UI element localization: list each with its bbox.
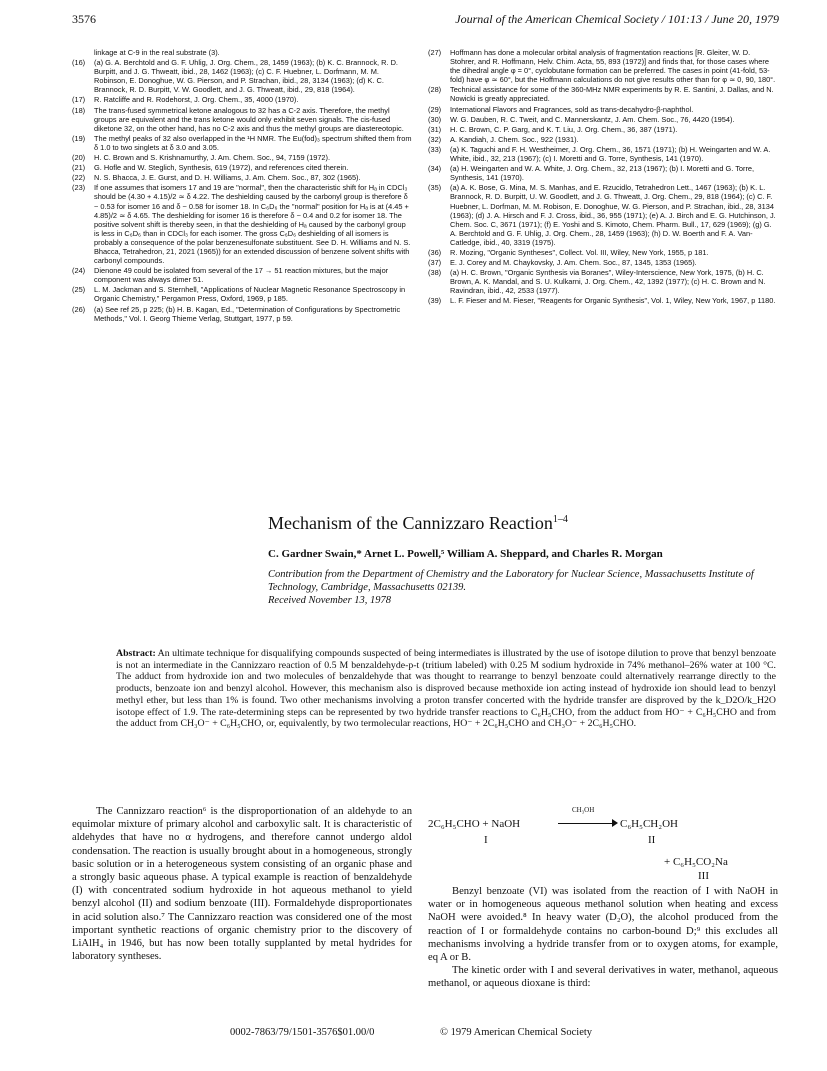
footnote-number: (21): [72, 163, 86, 173]
footnote-text: The trans-fused symmetrical ketone analogous to 32 has a C-2 axis. Therefore, the methyl groups are equivalent and the trans ketone would only exhibit seven signals. The cis-fused diketone 32, on the other hand, has no C-2 axis and thus the methyl groups are diastereotopic.: [94, 105, 404, 133]
footnote-number: (27): [428, 48, 442, 57]
reaction-arrowhead: [612, 819, 618, 827]
footnote-text: H. C. Brown and S. Krishnamurthy, J. Am. Chem. Soc., 94, 7159 (1972).: [94, 153, 331, 163]
abstract-label: Abstract:: [116, 648, 156, 659]
footnote: [72, 266, 412, 284]
footnote: [428, 145, 778, 163]
footnote: [72, 58, 412, 94]
footnote-text: E. J. Corey and M. Chaykovsky, J. Am. Chem. Soc., 87, 1345, 1353 (1965).: [450, 258, 697, 268]
abstract: [116, 648, 776, 730]
reaction-equation: [428, 806, 778, 892]
footnote-text: If one assumes that isomers 17 and 19 are "normal", then the characteristic shift for Hₐ in CDCl₃ should be (4.30 + 4.15)/2 ≃ δ 4.22. The deshielding caused by the carbonyl group is therefore δ ~ 0.53 for isomer 16 and δ ~ 0.58 for isomer 18. In C₆D₆ the "normal" position for Hₐ is at (4.45 + 4.85)/2 ≃ δ 4.65. The deshielding for isomer 16 is therefore δ ~ 0.4 and 0.2 for isomer 18. The positive solvent shift is thereby seen, in that the deshielding of Hₐ caused by the carbonyl group is less in C₆D₆ than in CDCl₃ for each isomer. The gross C₆D₆ deshielding of all isomers is probably a consequence of the polar benzenesulfonate substituent. See D. H. Williams and N. S. Bhacca, Tetrahedron, 21, 2021 (1965)) for an extended discussion of benzene solvent shifts with carbonyl compounds.: [94, 183, 411, 266]
footnote: [72, 183, 412, 265]
eq-product1: C₆H₅CH₂OH: [620, 818, 678, 830]
footnote-text: L. M. Jackman and S. Sternhell, "Applications of Nuclear Magnetic Resonance Spectroscopy in Organic Chemistry," Pergamon Press, Oxford, 1969, p 185.: [94, 285, 406, 304]
footnote-text: linkage at C-9 in the real substrate (3).: [94, 48, 220, 57]
footnote-text: (a) G. A. Berchtold and G. F. Uhlig, J. Org. Chem., 28, 1459 (1963); (b) K. C. Brannock, R. D. Burpitt, and J. G. Thweatt, ibid., 28, 1462 (1963); (c) C. F. Huebner, L. Dorfmann, M. M. Robinson, E. Donoghue, W. G. Pierson, and P. Strachan, ibid., 28, 3134 (1963); (d) K. C. Brannock, R. D. Burpitt, V. W. Goodlett, and J. G. Thweatt, ibid., 29, 818 (1964).: [94, 58, 398, 95]
footnote: [72, 153, 412, 162]
footnote-number: (29): [428, 104, 442, 114]
footnote-text: W. G. Dauben, R. C. Tweit, and C. Mannerskantz, J. Am. Chem. Soc., 76, 4420 (1954).: [450, 114, 735, 124]
footnote-text: Hoffmann has done a molecular orbital analysis of fragmentation reactions [R. Gleiter, W. D. Stohrer, and R. Hoffmann, Helv. Chim. Acta, 55, 893 (1972)] and finds that, for those cases where the dihedral angle φ = 0°, cyclobutane formation can be preferred. The cases in point (41-fold, 53-fold) have φ ≃ 60°, but the Hoffmann calculations do not give results other than for φ ≃ 0, 90, 180°.: [450, 48, 776, 85]
footnote-number: (24): [72, 266, 86, 276]
footnote-number: (23): [72, 183, 86, 193]
footnote-number: (34): [428, 164, 442, 174]
footnote-number: (20): [72, 153, 86, 163]
footnote: [428, 268, 778, 295]
authors: C. Gardner Swain,* Arnet L. Powell,⁵ William A. Sheppard, and Charles R. Morgan: [268, 548, 663, 560]
footnote: [428, 85, 778, 103]
footer-copyright: © 1979 American Chemical Society: [440, 1027, 593, 1038]
footnote-text: A. Kandiah, J. Chem. Soc., 922 (1931).: [450, 134, 579, 144]
footnote-text: (a) H. Weingarten and W. A. White, J. Org. Chem., 32, 213 (1967); (b) I. Moretti and G. Torre, Synthesis, 141 (1970).: [450, 164, 755, 183]
footnote-number: (19): [72, 133, 86, 143]
abstract-text: An ultimate technique for disqualifying compounds suspected of being intermediates is illustrated by the use of isotope dilution to prove that benzyl benzoate is not an intermediate in the Cannizzaro reaction of 0.5 M benzaldehyde-p-t (tritium labeled) with 0.25 M sodium hydroxide in 74% methanol–26% water at 100 °C. The adduct from hydroxide ion and two molecules of benzaldehyde that was thought to rearrange to benzyl benzoate could alternatively rearrange directly to the products, benzoate ion and benzyl alcohol. However, this mechanism also is disproved because methoxide ion acting instead of hydroxide ion should lead to benzyl methyl ether, but less than 1% is found. Two other mechanisms involving a proton transfer concerted with the hydride transfer are disproved by the k_D2O/k_H2O isotope effect of 1.9. The rate-determining steps can be represented by two hydride transfer reactions to C₆H₅CHO, from the adduct from HO⁻ + C₆H₅CHO and from the adduct from CH₃O⁻ + C₆H₅CHO, or, equivalently, by two termolecular reactions, HO⁻ + 2C₆H₅CHO and CH₃O⁻ + 2C₆H₅CHO.: [116, 648, 776, 730]
footnote: [428, 296, 778, 305]
received-date: Received November 13, 1978: [268, 595, 392, 606]
footnote-text: (a) A. K. Bose, G. Mina, M. S. Manhas, and E. Rzucidlo, Tetrahedron Lett., 1467 (1963); (b) K. L. Brannock, R. D. Burpitt, U. W. Goodlett, and J. G. Thweatt, J. Org. Chem., 29, 818 (1964); (c) C. F. Huebner, L. Dorfman, M. M. Robison, E. Donoghue, W. G. Pierson, and P. Strachan, ibid., 28, 3134 (1963); (d) J. A. Hirsch and F. J. Cross, ibid., 36, 955 (1971); (e) A. J. Birch and E. G. Hutchinson, J. Chem. Soc. C, 3671 (1971); (f) E. Yoshi and S. Kimoto, Chem. Pharm. Bull., 17, 629 (1969); (g) G. A. Berchtold and G. F. Uhlig, J. Org. Chem., 28, 1459 (1963); (h) D. W. Boerth and F. A. Van-Catledge, ibid., 40, 3319 (1975).: [450, 183, 776, 247]
paragraph: The Cannizzaro reaction⁶ is the disproportionation of an aldehyde to an equimolar mixture of primary alcohol and carboxylic salt. It is characteristic of aldehydes that have no α hydrogens, and therefore cannot undergo aldol condensation. The reaction is usually brought about in a homogeneous, strongly basic solution or in a heterogeneous system consisting of an organic phase and a strongly basic aqueous phase. A typical example is reaction of benzaldehyde (I) with concentrated sodium hydroxide in hot aqueous methanol to yield benzyl alcohol (II) and sodium benzoate (III). Formaldehyde disproportionates in acid solution also.⁷ The Cannizzaro reaction was considered one of the most important synthetic reactions of organic chemistry prior to the discovery of LiAlH₄ in 1946, but has now been totally supplanted by metal hydrides for laboratory syntheses.: [72, 806, 412, 963]
title-text: Mechanism of the Cannizzaro Reaction: [268, 513, 553, 533]
body-right-column: [428, 885, 778, 991]
article-title: [268, 513, 568, 534]
eq-reactants: 2C₆H₅CHO + NaOH: [428, 818, 521, 830]
footnote-number: (17): [72, 95, 86, 105]
footnote-text: H. C. Brown, C. P. Garg, and K. T. Liu, J. Org. Chem., 36, 387 (1971).: [450, 124, 678, 134]
footer-code: 0002-7863/79/1501-3576$01.00/0: [230, 1027, 375, 1038]
affiliation: Contribution from the Department of Chemistry and the Laboratory for Nuclear Science, Massachusetts Institute of Technology, Cambridge, Massachusetts 02139.: [268, 569, 754, 593]
footnote-text: Dienone 49 could be isolated from several of the 17 → 51 reaction mixtures, but the major component was always dimer 51.: [94, 266, 389, 285]
eq-catalyst: CH₃OH: [572, 806, 595, 814]
eq-label-ii: II: [648, 834, 656, 846]
footnote-text: Technical assistance for some of the 360-MHz NMR experiments by R. E. Santini, J. Dallas, and N. Nowicki is greatly appreciated.: [450, 85, 774, 104]
footnote: [428, 164, 778, 182]
footnote: [72, 134, 412, 152]
footnote-number: (16): [72, 58, 86, 68]
footnote-text: (a) See ref 25, p 225; (b) H. B. Kagan, Ed., "Determination of Configurations by Spectrometric Methods," Vol. I. Georg Thieme Verlag, Stuttgart, 1977, p 59.: [94, 304, 401, 323]
footnote: [428, 248, 778, 257]
footnote-number: (26): [72, 304, 86, 314]
footnote-text: The methyl peaks of 32 also overlapped in the ¹H NMR. The Eu(fod)₃ spectrum shifted them from δ 1.0 to two singlets at δ 3.0 and 3.05.: [94, 133, 412, 152]
eq-product2: + C₆H₅CO₂Na: [664, 856, 728, 868]
footnote: [428, 115, 778, 124]
footnote: [72, 106, 412, 133]
footnote-number: (37): [428, 258, 442, 268]
footnote-number: (18): [72, 105, 86, 115]
footnote: [72, 95, 412, 104]
page-number: 3576: [72, 12, 96, 26]
footnote-number: (33): [428, 144, 442, 154]
footnote-number: (22): [72, 173, 86, 183]
footnote-text: G. Hofle and W. Steglich, Synthesis, 619 (1972), and references cited therein.: [94, 163, 349, 173]
footnote: [428, 125, 778, 134]
footnote-text: R. Mozing, "Organic Syntheses", Collect. Vol. III, Wiley, New York, 1955, p 181.: [450, 247, 709, 257]
reaction-arrow: [558, 823, 616, 824]
footnote: [72, 163, 412, 172]
footnote-number: (28): [428, 85, 442, 95]
footnote-number: (30): [428, 114, 442, 124]
footnotes-right: [428, 48, 778, 307]
footnote-text: (a) K. Taguchi and F. H. Westheimer, J. Org. Chem., 36, 1571 (1971); (b) H. Weingarten and W. A. White, ibid., 32, 213 (1967); (c) I. Moretti and G. Torre, Synthesis, 141 (1970).: [450, 144, 771, 164]
footnote-number: (38): [428, 268, 442, 278]
paragraph: Benzyl benzoate (VI) was isolated from the reaction of I with NaOH in water or in homogeneous aqueous methanol solution when heating and excess NaOH were avoided.⁸ In heavy water (D₂O), the alcohol produced from the reaction of I or formaldehyde contains no carbon-bound D;⁹ this excludes all mechanisms involving a hydride transfer from or to oxygen atoms, for example, eq A or B.: [428, 886, 778, 964]
footnote-text: R. Ratcliffe and R. Rodehorst, J. Org. Chem., 35, 4000 (1970).: [94, 95, 299, 105]
footnote: [72, 285, 412, 303]
footnote: [428, 183, 778, 247]
footnote: [428, 258, 778, 267]
affiliation-block: [268, 568, 768, 607]
footnote-number: (39): [428, 296, 442, 306]
footnote: [72, 173, 412, 182]
paragraph: The kinetic order with I and several derivatives in water, methanol, aqueous methanol, or aqueous dioxane is third:: [428, 965, 778, 990]
journal-header: Journal of the American Chemical Society / 101:13 / June 20, 1979: [455, 12, 779, 26]
footnotes-left: [72, 48, 412, 324]
footnote-number: (25): [72, 285, 86, 295]
footnote: [428, 135, 778, 144]
title-footnote-ref: 1–4: [552, 514, 568, 525]
body-left-column: [72, 805, 412, 963]
footnote: [72, 305, 412, 323]
eq-label-iii: III: [698, 870, 709, 882]
footnote-text: (a) H. C. Brown, "Organic Synthesis via Boranes", Wiley-Interscience, New York, 1975, (b) H. C. Brown, A. K. Mandal, and S. U. Kulkarni, J. Org. Chem., 42, 1392 (1977); (c) H. C. Brown and N. Ravindran, ibid., 42, 2533 (1977).: [450, 268, 766, 296]
footnote: [428, 48, 778, 84]
footnote-text: International Flavors and Fragrances, sold as trans-decahydro-β-naphthol.: [450, 104, 694, 114]
footnote-number: (36): [428, 247, 442, 257]
footnote-number: (31): [428, 124, 442, 134]
footnote-number: (35): [428, 183, 442, 193]
footnote-text: N. S. Bhacca, J. E. Gurst, and D. H. Williams, J. Am. Chem. Soc., 87, 302 (1965).: [94, 173, 361, 183]
footnote-number: (32): [428, 134, 442, 144]
eq-label-i: I: [484, 834, 488, 846]
footnote-text: L. F. Fieser and M. Fieser, "Reagents for Organic Synthesis", Vol. 1, Wiley, New York, 1967, p 1180.: [450, 296, 776, 306]
footnote: [428, 105, 778, 114]
